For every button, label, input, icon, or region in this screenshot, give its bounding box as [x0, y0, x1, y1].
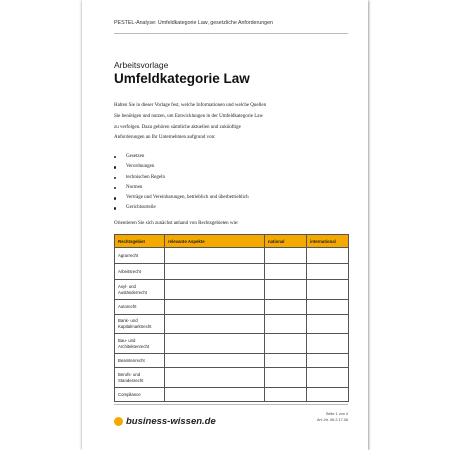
national-cell[interactable]	[265, 388, 307, 402]
national-cell[interactable]	[265, 315, 307, 334]
intro-line: Halten Sie in dieser Vorlage fest, welche Informationen und welche Quellen	[114, 103, 267, 108]
table-row	[115, 354, 349, 368]
aspects-cell[interactable]	[165, 315, 265, 334]
aspects-cell[interactable]	[165, 248, 265, 264]
bullet-icon	[114, 187, 116, 189]
intro-paragraph	[114, 101, 338, 144]
national-cell[interactable]	[265, 368, 307, 388]
list-item	[114, 183, 344, 193]
column-header: Rechtsgebiet	[115, 235, 165, 248]
law-table	[114, 234, 349, 402]
orientation-text: Orientieren Sie sich zunächst anhand von Rechtsgebieten wie:	[114, 221, 239, 226]
page-info	[317, 411, 348, 423]
aspects-cell[interactable]	[165, 300, 265, 315]
list-item	[114, 162, 344, 172]
list-item-text: Verordnungen	[126, 164, 155, 170]
international-cell[interactable]	[307, 334, 349, 354]
law-area-cell: Bau- und Architektenrecht	[115, 334, 165, 354]
aspects-cell[interactable]	[165, 354, 265, 368]
table-row	[115, 368, 349, 388]
list-item-text: Normen	[126, 184, 143, 190]
logo-dot-icon	[114, 417, 123, 426]
national-cell[interactable]	[265, 354, 307, 368]
intro-line: Anforderungen an Ihr Unternehmen aufgrund von:	[114, 135, 216, 141]
bullet-icon	[114, 177, 116, 179]
brand-logo	[114, 414, 216, 428]
aspects-cell[interactable]	[165, 334, 265, 354]
list-item-text: technischen Regeln	[126, 174, 166, 180]
footer-divider	[114, 404, 348, 405]
table-row	[115, 315, 349, 334]
international-cell[interactable]	[307, 248, 349, 264]
aspects-cell[interactable]	[165, 264, 265, 280]
bullet-icon	[114, 197, 116, 199]
law-area-cell: Compliance	[115, 388, 165, 402]
intro-line: Sie benötigen und nutzen, um Entwicklungen in der Umfeldkategorie Law	[114, 113, 264, 119]
column-header: relevante Aspekte	[165, 235, 265, 248]
law-area-cell: Autorecht	[115, 300, 165, 315]
list-item	[114, 193, 344, 203]
document-kind: Arbeitsvorlage	[114, 60, 169, 70]
bullet-icon	[114, 156, 116, 158]
international-cell[interactable]	[307, 300, 349, 315]
list-item	[114, 203, 344, 213]
list-item-text: Gesetzen	[126, 154, 145, 159]
national-cell[interactable]	[265, 300, 307, 315]
list-item	[114, 152, 344, 162]
international-cell[interactable]	[307, 354, 349, 368]
table-row	[115, 264, 349, 280]
international-cell[interactable]	[307, 264, 349, 280]
column-header: international	[307, 235, 349, 248]
table-row	[115, 248, 349, 264]
header-divider	[114, 33, 348, 34]
article-number: Art.-Nr. 06.2.17.06	[316, 418, 348, 422]
table-row	[115, 334, 349, 354]
list-item	[114, 173, 344, 183]
law-area-cell: Beamtenrecht	[115, 354, 165, 368]
bullet-icon	[114, 166, 116, 168]
aspects-cell[interactable]	[165, 280, 265, 300]
list-item-text: Verträge und Vereinbarungen, betrieblich und überbetrieblich	[126, 195, 249, 201]
law-area-cell: Agrarrecht	[115, 248, 165, 264]
document-page	[82, 0, 368, 450]
intro-line: zu verfolgen. Dazu gehören sämtliche aktuellen und zukünftige	[114, 124, 241, 130]
national-cell[interactable]	[265, 264, 307, 280]
aspects-cell[interactable]	[165, 388, 265, 402]
list-item-text: Gerichtsurteile	[126, 205, 156, 211]
international-cell[interactable]	[307, 388, 349, 402]
table-row	[115, 280, 349, 300]
aspects-cell[interactable]	[165, 368, 265, 388]
international-cell[interactable]	[307, 368, 349, 388]
table-header-row	[115, 235, 349, 248]
bullet-icon	[114, 207, 116, 209]
document-title: Umfeldkategorie Law	[114, 71, 250, 86]
international-cell[interactable]	[307, 315, 349, 334]
international-cell[interactable]	[307, 280, 349, 300]
law-area-cell: Asyl- und Ausländerrecht	[115, 280, 165, 300]
national-cell[interactable]	[265, 334, 307, 354]
requirement-list	[114, 152, 344, 214]
page-number: Seite 1 von 4	[325, 412, 348, 416]
law-area-cell: Berufs- und Standesrecht	[115, 368, 165, 388]
column-header: national	[265, 235, 307, 248]
page-header: PESTEL-Analyse: Umfeldkategorie Law, gesetzliche Anforderungen	[114, 20, 273, 26]
table-row	[115, 388, 349, 402]
national-cell[interactable]	[265, 248, 307, 264]
logo-text: business-wissen.de	[126, 415, 216, 427]
law-area-cell: Bank- und Kapitalmarktrecht	[115, 315, 165, 334]
law-area-cell: Arbeitsrecht	[115, 264, 165, 280]
national-cell[interactable]	[265, 280, 307, 300]
table-row	[115, 300, 349, 315]
